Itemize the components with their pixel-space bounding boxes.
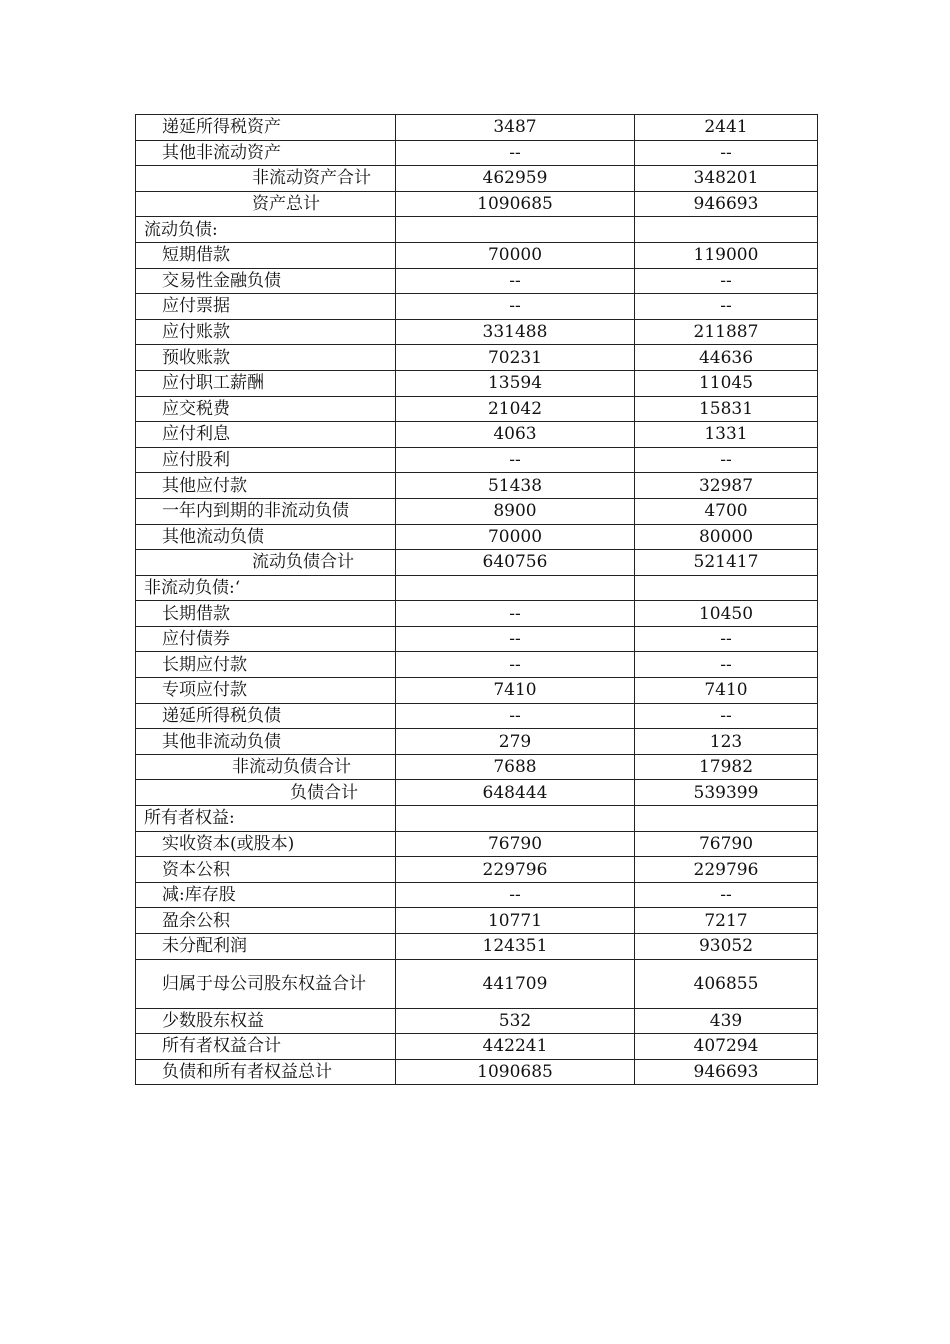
row-label: 所有者权益合计 — [136, 1034, 396, 1060]
prior-period-value: 7410 — [635, 678, 818, 704]
row-label: 所有者权益: — [136, 806, 396, 832]
row-label: 递延所得税负债 — [136, 703, 396, 729]
prior-period-value: 2441 — [635, 115, 818, 141]
row-label: 盈余公积 — [136, 908, 396, 934]
current-period-value: -- — [396, 601, 635, 627]
table-row — [136, 345, 818, 371]
prior-period-value: 123 — [635, 729, 818, 755]
row-label: 实收资本(或股本) — [136, 831, 396, 857]
row-label: 非流动负债合计 — [136, 754, 396, 780]
prior-period-value: 229796 — [635, 857, 818, 883]
table-row — [136, 115, 818, 141]
row-label: 流动负债: — [136, 217, 396, 243]
table-row — [136, 934, 818, 960]
current-period-value: -- — [396, 626, 635, 652]
table-row — [136, 831, 818, 857]
prior-period-value: 348201 — [635, 166, 818, 192]
prior-period-value: 539399 — [635, 780, 818, 806]
current-period-value: -- — [396, 703, 635, 729]
table-row — [136, 652, 818, 678]
table-row — [136, 959, 818, 1008]
current-period-value: 51438 — [396, 473, 635, 499]
current-period-value: 1090685 — [396, 1059, 635, 1085]
row-label: 应付账款 — [136, 319, 396, 345]
current-period-value: 70231 — [396, 345, 635, 371]
row-label: 减:库存股 — [136, 882, 396, 908]
row-label: 长期应付款 — [136, 652, 396, 678]
table-row — [136, 140, 818, 166]
prior-period-value: 15831 — [635, 396, 818, 422]
prior-period-value: 93052 — [635, 934, 818, 960]
row-label: 专项应付款 — [136, 678, 396, 704]
current-period-value: 331488 — [396, 319, 635, 345]
current-period-value — [396, 806, 635, 832]
table-row — [136, 498, 818, 524]
current-period-value: 462959 — [396, 166, 635, 192]
prior-period-value: 17982 — [635, 754, 818, 780]
prior-period-value: 7217 — [635, 908, 818, 934]
table-row — [136, 294, 818, 320]
table-row — [136, 422, 818, 448]
table-row — [136, 166, 818, 192]
prior-period-value: 119000 — [635, 242, 818, 268]
row-label: 应交税费 — [136, 396, 396, 422]
table-row — [136, 319, 818, 345]
prior-period-value — [635, 575, 818, 601]
prior-period-value: 44636 — [635, 345, 818, 371]
prior-period-value: 76790 — [635, 831, 818, 857]
row-label: 交易性金融负债 — [136, 268, 396, 294]
prior-period-value: -- — [635, 268, 818, 294]
current-period-value: 7410 — [396, 678, 635, 704]
current-period-value: 4063 — [396, 422, 635, 448]
prior-period-value: -- — [635, 447, 818, 473]
prior-period-value: 211887 — [635, 319, 818, 345]
prior-period-value — [635, 806, 818, 832]
current-period-value: 70000 — [396, 242, 635, 268]
table-row — [136, 703, 818, 729]
prior-period-value: 946693 — [635, 191, 818, 217]
balance-sheet-table — [135, 114, 818, 1085]
row-label: 流动负债合计 — [136, 550, 396, 576]
table-row — [136, 447, 818, 473]
current-period-value — [396, 217, 635, 243]
row-label: 一年内到期的非流动负债 — [136, 498, 396, 524]
current-period-value: 229796 — [396, 857, 635, 883]
row-label: 资产总计 — [136, 191, 396, 217]
table-row — [136, 882, 818, 908]
current-period-value: 10771 — [396, 908, 635, 934]
row-label: 长期借款 — [136, 601, 396, 627]
prior-period-value: -- — [635, 294, 818, 320]
prior-period-value: 439 — [635, 1008, 818, 1034]
current-period-value: 1090685 — [396, 191, 635, 217]
row-label: 应付职工薪酬 — [136, 370, 396, 396]
current-period-value: 8900 — [396, 498, 635, 524]
row-label: 应付债券 — [136, 626, 396, 652]
table-row — [136, 1034, 818, 1060]
table-row — [136, 601, 818, 627]
table-row — [136, 678, 818, 704]
row-label: 负债合计 — [136, 780, 396, 806]
current-period-value: -- — [396, 140, 635, 166]
table-row — [136, 370, 818, 396]
row-label: 递延所得税资产 — [136, 115, 396, 141]
table-row — [136, 524, 818, 550]
prior-period-value: 521417 — [635, 550, 818, 576]
table-row — [136, 268, 818, 294]
balance-sheet-body — [136, 115, 818, 1085]
row-label: 其他非流动负债 — [136, 729, 396, 755]
current-period-value: 7688 — [396, 754, 635, 780]
row-label: 预收账款 — [136, 345, 396, 371]
row-label: 其他应付款 — [136, 473, 396, 499]
table-row — [136, 575, 818, 601]
table-row — [136, 857, 818, 883]
table-row — [136, 1008, 818, 1034]
prior-period-value: 946693 — [635, 1059, 818, 1085]
current-period-value: 279 — [396, 729, 635, 755]
current-period-value: 21042 — [396, 396, 635, 422]
row-label: 未分配利润 — [136, 934, 396, 960]
prior-period-value: 406855 — [635, 959, 818, 1008]
current-period-value: -- — [396, 294, 635, 320]
row-label: 负债和所有者权益总计 — [136, 1059, 396, 1085]
prior-period-value: -- — [635, 140, 818, 166]
table-row — [136, 217, 818, 243]
prior-period-value: 407294 — [635, 1034, 818, 1060]
prior-period-value — [635, 217, 818, 243]
row-label: 归属于母公司股东权益合计 — [136, 959, 396, 1008]
row-label: 资本公积 — [136, 857, 396, 883]
table-row — [136, 729, 818, 755]
current-period-value: 76790 — [396, 831, 635, 857]
table-row — [136, 396, 818, 422]
row-label: 应付票据 — [136, 294, 396, 320]
current-period-value: -- — [396, 447, 635, 473]
table-row — [136, 806, 818, 832]
current-period-value: 442241 — [396, 1034, 635, 1060]
current-period-value: 532 — [396, 1008, 635, 1034]
prior-period-value: -- — [635, 626, 818, 652]
prior-period-value: 10450 — [635, 601, 818, 627]
prior-period-value: 1331 — [635, 422, 818, 448]
table-row — [136, 550, 818, 576]
row-label: 其他流动负债 — [136, 524, 396, 550]
current-period-value: 124351 — [396, 934, 635, 960]
prior-period-value: 4700 — [635, 498, 818, 524]
table-row — [136, 242, 818, 268]
row-label: 应付股利 — [136, 447, 396, 473]
current-period-value: 13594 — [396, 370, 635, 396]
prior-period-value: 11045 — [635, 370, 818, 396]
table-row — [136, 191, 818, 217]
current-period-value: -- — [396, 882, 635, 908]
prior-period-value: 32987 — [635, 473, 818, 499]
current-period-value: -- — [396, 652, 635, 678]
current-period-value: 3487 — [396, 115, 635, 141]
table-row — [136, 626, 818, 652]
table-row — [136, 780, 818, 806]
current-period-value: 70000 — [396, 524, 635, 550]
table-row — [136, 754, 818, 780]
row-label: 非流动资产合计 — [136, 166, 396, 192]
row-label: 非流动负债:‘ — [136, 575, 396, 601]
current-period-value: 441709 — [396, 959, 635, 1008]
table-row — [136, 473, 818, 499]
row-label: 短期借款 — [136, 242, 396, 268]
current-period-value: 640756 — [396, 550, 635, 576]
current-period-value — [396, 575, 635, 601]
row-label: 少数股东权益 — [136, 1008, 396, 1034]
current-period-value: -- — [396, 268, 635, 294]
current-period-value: 648444 — [396, 780, 635, 806]
prior-period-value: -- — [635, 652, 818, 678]
prior-period-value: -- — [635, 882, 818, 908]
row-label: 其他非流动资产 — [136, 140, 396, 166]
prior-period-value: 80000 — [635, 524, 818, 550]
row-label: 应付利息 — [136, 422, 396, 448]
prior-period-value: -- — [635, 703, 818, 729]
table-row — [136, 908, 818, 934]
table-row — [136, 1059, 818, 1085]
